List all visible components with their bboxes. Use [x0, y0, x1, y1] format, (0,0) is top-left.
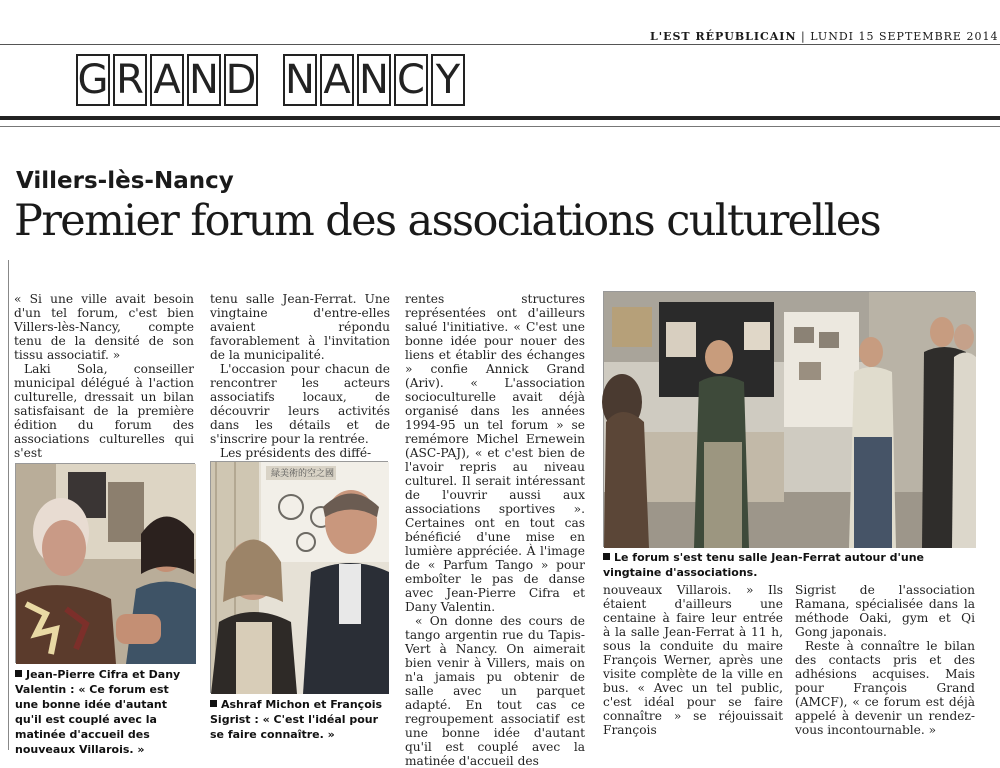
- section-title-letter: A: [150, 54, 184, 106]
- section-title-letter: Y: [431, 54, 465, 106]
- section-title-letter: N: [187, 54, 221, 106]
- paragraph: L'occasion pour chacun de rencontrer les acteurs associatifs locaux, de découvrir leurs activités dans les détails et de s'inscrire pour la rentrée.: [210, 362, 390, 446]
- photo-forum-hall: [603, 291, 975, 547]
- caption-photo-2: [210, 697, 388, 742]
- photo-cifra-valentin: [15, 463, 195, 663]
- newspaper-name: L'EST RÉPUBLICAIN: [650, 30, 797, 43]
- page-left-border: [8, 260, 9, 750]
- paragraph: « Si une ville avait besoin d'un tel forum, c'est bien Villers-lès-Nancy, compte tenu de la densité de son tissu associatif. »: [14, 292, 194, 362]
- paragraph: Reste à connaître le bilan des contacts pris et des adhésions acquises. Mais pour François Grand (AMCF), « ce forum est déjà appelé à devenir un rendez-vous incontournable. »: [795, 639, 975, 737]
- masthead-separator: |: [796, 30, 811, 43]
- paragraph: nouveaux Villarois. » Ils étaient d'ailleurs une centaine à faire leur entrée à la salle Jean-Ferrat à 11 h, sous la conduite du maire François Werner, après une visite complète de la ville en bus. « Avec un tel public, c'est idéal pour se faire connaître » se réjouissait François: [603, 583, 783, 737]
- section-rule-thick: [0, 116, 1000, 120]
- section-title-letter: N: [357, 54, 391, 106]
- article-headline: Premier forum des associations culturelles: [14, 196, 881, 246]
- section-title-letter: G: [76, 54, 110, 106]
- paragraph: Sigrist de l'association Ramana, spécialisée dans la méthode Oaki, gym et Qi Gong japonais.: [795, 583, 975, 639]
- caption-bullet: [15, 670, 22, 677]
- paragraph: tenu salle Jean-Ferrat. Une vingtaine d'entre-elles avaient répondu favorablement à l'invitation de la municipalité.: [210, 292, 390, 362]
- paragraph: « On donne des cours de tango argentin rue du Tapis-Vert à Nancy. On aimerait bien venir à Villers, mais on n'a jamais pu obtenir de salle avec un parquet adapté. En tout cas ce regroupement associatif est une bonne idée d'autant qu'il est couplé avec la matinée d'accueil des: [405, 614, 585, 768]
- photo-illustration: [211, 462, 389, 694]
- caption-text: Jean-Pierre Cifra et Dany Valentin : « Ce forum est une bonne idée d'autant qu'il est couplé avec la matinée d'accueil des nouveaux Villarois. »: [15, 668, 181, 756]
- article-column-4: [795, 583, 975, 737]
- section-title-letter: D: [224, 54, 258, 106]
- article-kicker: Villers-lès-Nancy: [16, 168, 234, 194]
- caption-photo-1: [15, 667, 195, 757]
- caption-text: Ashraf Michon et François Sigrist : « C'est l'idéal pour se faire connaître. »: [210, 698, 383, 741]
- caption-bullet: [210, 700, 217, 707]
- section-title: [76, 54, 468, 106]
- section-title-letter: C: [394, 54, 428, 106]
- section-rule-thin: [0, 126, 1000, 127]
- paragraph: Les présidents des diffé-: [220, 446, 372, 460]
- article-column-3b: [603, 583, 783, 737]
- top-rule: [0, 44, 1000, 45]
- masthead: [650, 30, 999, 43]
- paragraph: Laki Sola, conseiller municipal délégué à l'action culturelle, dressait un bilan satisfaisant de la première édition du forum des associations culturelles qui s'est: [14, 362, 194, 460]
- publication-date: LUNDI 15 SEPTEMBRE 2014: [810, 30, 999, 43]
- section-title-letter: R: [113, 54, 147, 106]
- photo-michon-sigrist: [210, 461, 388, 693]
- section-title-letter: A: [320, 54, 354, 106]
- caption-text: Le forum s'est tenu salle Jean-Ferrat autour d'une vingtaine d'associations.: [603, 551, 924, 579]
- article-column-1: [14, 292, 194, 460]
- section-title-gap: [261, 54, 283, 106]
- photo-illustration: [16, 464, 196, 664]
- poster-title: 緑美術的空之國: [271, 469, 335, 479]
- article-column-3: [405, 292, 585, 768]
- photo-illustration: [604, 292, 976, 548]
- section-title-letter: N: [283, 54, 317, 106]
- paragraph: rentes structures représentées ont d'ailleurs salué l'initiative. « C'est une bonne idée pour nouer des liens et établir des échanges » confie Annick Grand (Ariv). « L'association socioculturelle avait déjà organisé dans les années 1994-95 un tel forum » se remémore Michel Ernewein (ASC-PAJ), « et c'est bien de l'avoir repris au niveau culturel. Il serait intéressant de l'ouvrir aussi aux associations sportives ». Certaines ont en tout cas bénéficié d'une mise en lumière appréciée. À l'image de « Parfum Tango » pour emboîter le pas de danse avec Jean-Pierre Cifra et Dany Valentin.: [405, 292, 585, 614]
- caption-photo-3: [603, 550, 975, 580]
- caption-bullet: [603, 553, 610, 560]
- article-column-2: [210, 292, 390, 460]
